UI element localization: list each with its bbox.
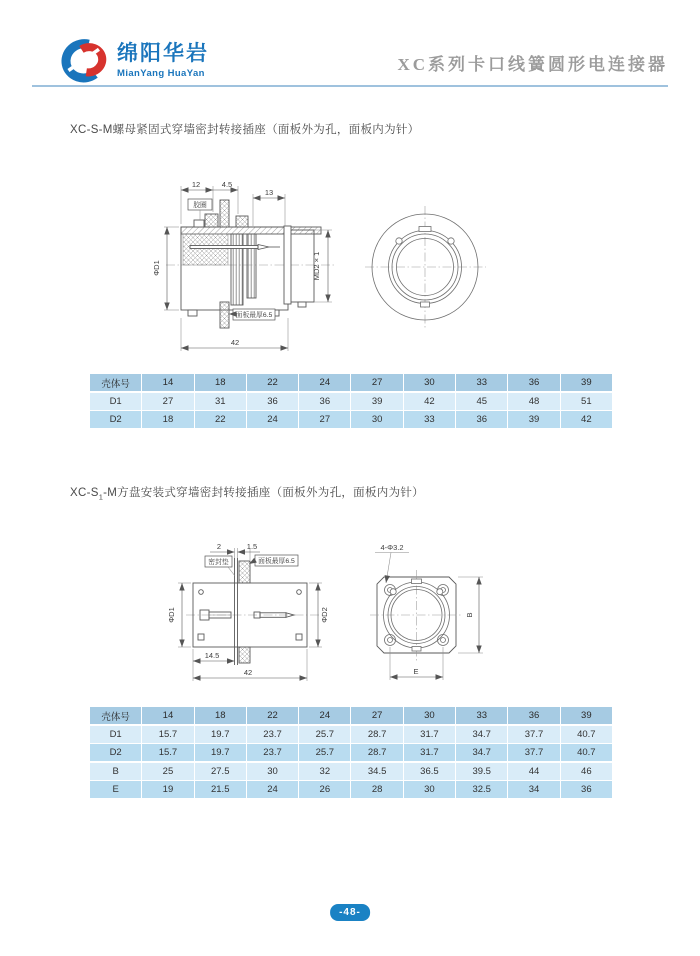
- table-cell: 39.5: [456, 763, 508, 780]
- table-row: [90, 411, 612, 428]
- table-cell: 14: [142, 707, 194, 724]
- section2-title-subscript: 1: [98, 492, 104, 502]
- table-cell: 36: [247, 393, 299, 410]
- logo-text: [117, 43, 209, 79]
- table-cell: 39: [351, 393, 403, 410]
- section1-title: XC-S-M螺母紧固式穿墙密封转接插座（面板外为孔，面板内为针）: [70, 124, 420, 136]
- table-cell: 45: [456, 393, 508, 410]
- table-cell: 25.7: [299, 744, 351, 761]
- table-cell: 30: [404, 707, 456, 724]
- row-header-cell: 壳体号: [90, 374, 142, 391]
- table-cell: 37.7: [508, 726, 560, 743]
- table-cell: 30: [351, 411, 403, 428]
- logo-icon: [56, 38, 110, 84]
- row-header-cell: D1: [90, 726, 142, 743]
- logo-text-en: MianYang HuaYan: [117, 68, 205, 79]
- table-cell: 27: [351, 374, 403, 391]
- table-row: [90, 726, 612, 743]
- table-cell: 18: [195, 707, 247, 724]
- table-cell: 34.7: [456, 726, 508, 743]
- table-cell: 36: [581, 784, 592, 795]
- dim-4-5-label: 4.5: [221, 180, 233, 189]
- table-cell: 40.7: [577, 728, 596, 740]
- table-cell: 19.7: [195, 744, 247, 761]
- table-row: [90, 744, 612, 761]
- section1-technical-drawing: [148, 170, 558, 370]
- dim-e-label: E: [413, 667, 419, 676]
- table-cell: 39: [581, 377, 592, 388]
- row-header-cell: 壳体号: [90, 707, 142, 724]
- table-cell: 21.5: [195, 781, 247, 798]
- table-cell: 33: [456, 707, 508, 724]
- dim-1-5-label: 1.5: [246, 542, 258, 551]
- table-row: [90, 374, 612, 391]
- table-cell: 24: [299, 707, 351, 724]
- table-row: [90, 763, 612, 780]
- table-cell: 18: [195, 374, 247, 391]
- dim-42-label: 42: [243, 668, 253, 677]
- connector-front-view: [365, 206, 486, 329]
- table-cell: 51: [581, 395, 592, 407]
- dim-42-label: 42: [230, 338, 240, 347]
- table-row: [90, 393, 612, 410]
- section2-title: [70, 484, 424, 501]
- table-cell: 44: [508, 763, 560, 780]
- table-cell: 23.7: [247, 726, 299, 743]
- panel-thickness-label: 面板最厚6.5: [258, 558, 295, 565]
- section1-dimension-table: [90, 374, 612, 430]
- table-cell: 36: [508, 374, 560, 391]
- table-cell: 15.7: [142, 726, 194, 743]
- table-cell: 28.7: [351, 744, 403, 761]
- table-cell: 24: [247, 781, 299, 798]
- table-cell: 42: [404, 393, 456, 410]
- table-cell: 19.7: [195, 726, 247, 743]
- thread-md2-label: MD2 × 1: [312, 251, 321, 281]
- square-flange-front-view: [370, 543, 483, 680]
- phi-d1-label: ΦD1: [152, 260, 161, 276]
- table-cell: 22: [247, 374, 299, 391]
- dim-13-label: 13: [264, 188, 274, 197]
- phi-d1-label: ΦD1: [167, 607, 176, 623]
- table-cell: 48: [508, 393, 560, 410]
- table-cell: 40.7: [577, 747, 596, 758]
- gasket-label: 密封垫: [208, 559, 229, 566]
- table-cell: 39: [581, 710, 592, 721]
- table-row: [90, 707, 612, 724]
- table-cell: 32: [299, 763, 351, 780]
- phi-d2-label: ΦD2: [320, 607, 329, 623]
- table-cell: 42: [581, 414, 592, 425]
- row-header-cell: D1: [90, 393, 142, 410]
- table-cell: 18: [142, 411, 194, 428]
- table-cell: 28.7: [351, 726, 403, 743]
- panel-thickness-label: 面板最厚6.5: [235, 312, 273, 319]
- dim-14-5-label: 14.5: [204, 651, 220, 660]
- table-cell: 31: [195, 393, 247, 410]
- document-title: XC系列卡口线簧圆形电连接器: [397, 55, 668, 74]
- table-cell: 27: [299, 411, 351, 428]
- table-cell: 36: [508, 707, 560, 724]
- dim-b-label: B: [465, 612, 474, 618]
- page-number-badge: -48-: [330, 904, 370, 921]
- table-cell: 22: [195, 411, 247, 428]
- table-cell: 36: [456, 411, 508, 428]
- table-cell: 34.7: [456, 744, 508, 761]
- table-cell: 15.7: [142, 744, 194, 761]
- table-row: [90, 781, 612, 798]
- table-cell: 27: [351, 707, 403, 724]
- table-cell: 31.7: [404, 726, 456, 743]
- section2-title-rest: -M方盘安装式穿墙密封转接插座（面板外为孔，面板内为针）: [103, 487, 424, 499]
- table-cell: 27.5: [195, 763, 247, 780]
- table-cell: 33: [456, 374, 508, 391]
- company-logo: [56, 38, 209, 84]
- table-cell: 33: [404, 411, 456, 428]
- table-cell: 34.5: [351, 763, 403, 780]
- holes-label: 4-Φ3.2: [380, 543, 404, 552]
- table-cell: 26: [299, 781, 351, 798]
- table-cell: 19: [142, 781, 194, 798]
- rubber-ring-label: 胶圈: [193, 202, 207, 209]
- table-cell: 30: [404, 781, 456, 798]
- dim-12-label: 12: [191, 180, 201, 189]
- table-cell: 28: [351, 781, 403, 798]
- table-cell: 24: [299, 374, 351, 391]
- table-cell: 27: [142, 393, 194, 410]
- table-cell: 25.7: [299, 726, 351, 743]
- table-cell: 30: [247, 763, 299, 780]
- section2-technical-drawing: [148, 528, 518, 693]
- section2-dimension-table: [90, 707, 612, 800]
- table-cell: 30: [404, 374, 456, 391]
- table-cell: 46: [581, 765, 592, 777]
- table-cell: 37.7: [508, 744, 560, 761]
- table-cell: 14: [142, 374, 194, 391]
- table-cell: 23.7: [247, 744, 299, 761]
- header-divider: [32, 85, 668, 87]
- table-cell: 39: [508, 411, 560, 428]
- dim-2-label: 2: [216, 542, 222, 551]
- logo-text-cn: 绵阳华岩: [117, 42, 209, 65]
- section2-title-prefix: XC-S: [70, 487, 99, 499]
- row-header-cell: D2: [90, 411, 142, 428]
- flange-cross-section: [186, 558, 322, 665]
- table-cell: 36.5: [404, 763, 456, 780]
- table-cell: 31.7: [404, 744, 456, 761]
- row-header-cell: B: [90, 763, 142, 780]
- table-cell: 32.5: [456, 781, 508, 798]
- table-cell: 22: [247, 707, 299, 724]
- table-cell: 36: [299, 393, 351, 410]
- table-cell: 24: [247, 411, 299, 428]
- row-header-cell: E: [90, 781, 142, 798]
- table-cell: 34: [508, 781, 560, 798]
- table-cell: 25: [142, 763, 194, 780]
- row-header-cell: D2: [90, 744, 142, 761]
